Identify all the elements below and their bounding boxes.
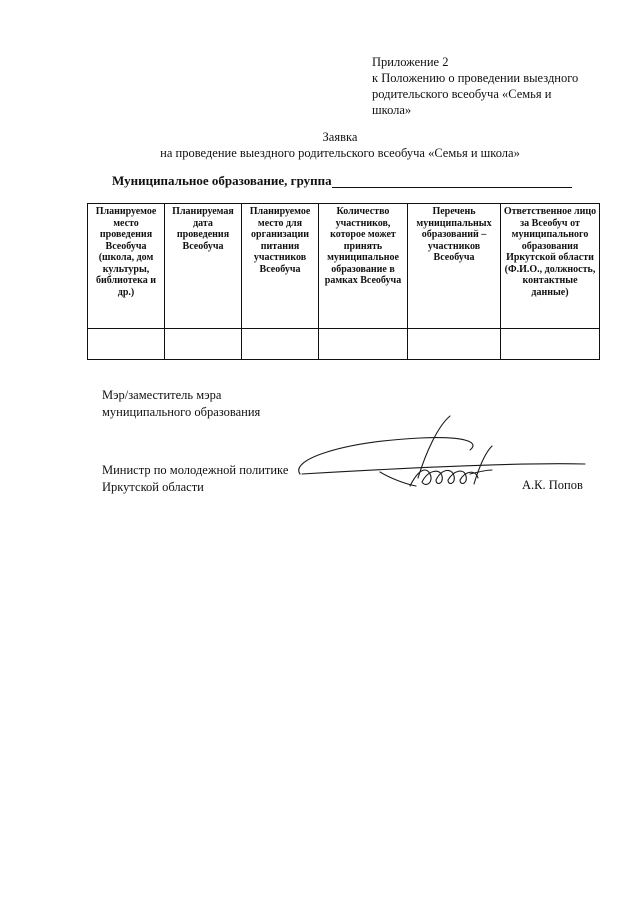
table-cell xyxy=(88,329,165,360)
appendix-line: к Положению о проведении выездного xyxy=(372,71,579,85)
table-cell xyxy=(165,329,242,360)
table-cell xyxy=(408,329,501,360)
appendix-line: родительского всеобуча «Семья и xyxy=(372,87,552,101)
application-table xyxy=(87,203,600,360)
column-header-catering: Планируемое место для организации питания участников Всеобуча xyxy=(242,204,319,329)
appendix-header xyxy=(372,54,612,118)
table-cell xyxy=(319,329,408,360)
table-cell xyxy=(242,329,319,360)
mayor-title-line: муниципального образования xyxy=(102,405,261,419)
table-cell xyxy=(501,329,600,360)
column-header-date: Планируемая дата проведения Всеобуча xyxy=(165,204,242,329)
column-header-venue: Планируемое место проведения Всеобуча (школа, дом культуры, библиотека и др.) xyxy=(88,204,165,329)
table-row xyxy=(88,329,600,360)
minister-title-line: Министр по молодежной политике xyxy=(102,463,289,477)
table-header-row xyxy=(88,204,600,329)
minister-block xyxy=(102,462,288,496)
appendix-line: школа» xyxy=(372,103,412,117)
column-header-participants: Количество участников, которое может принять муниципальное образование в рамках Всеобуча xyxy=(319,204,408,329)
minister-title-line: Иркутской области xyxy=(102,480,204,494)
column-header-municipalities: Перечень муниципальных образований – участников Всеобуча xyxy=(408,204,501,329)
signer-name: А.К. Попов xyxy=(522,478,583,492)
appendix-line: Приложение 2 xyxy=(372,55,449,69)
municipal-label: Муниципальное образование, группа xyxy=(112,173,332,188)
document-title: Заявка xyxy=(322,130,358,144)
document-subtitle: на проведение выездного родительского всеобуча «Семья и школа» xyxy=(160,146,520,160)
mayor-title-line: Мэр/заместитель мэра xyxy=(102,388,222,402)
column-header-responsible: Ответственное лицо за Всеобуч от муниципального образования Иркутской области (Ф.И.О., должность, контактные данные) xyxy=(501,204,600,329)
municipal-fill-line xyxy=(332,187,572,188)
